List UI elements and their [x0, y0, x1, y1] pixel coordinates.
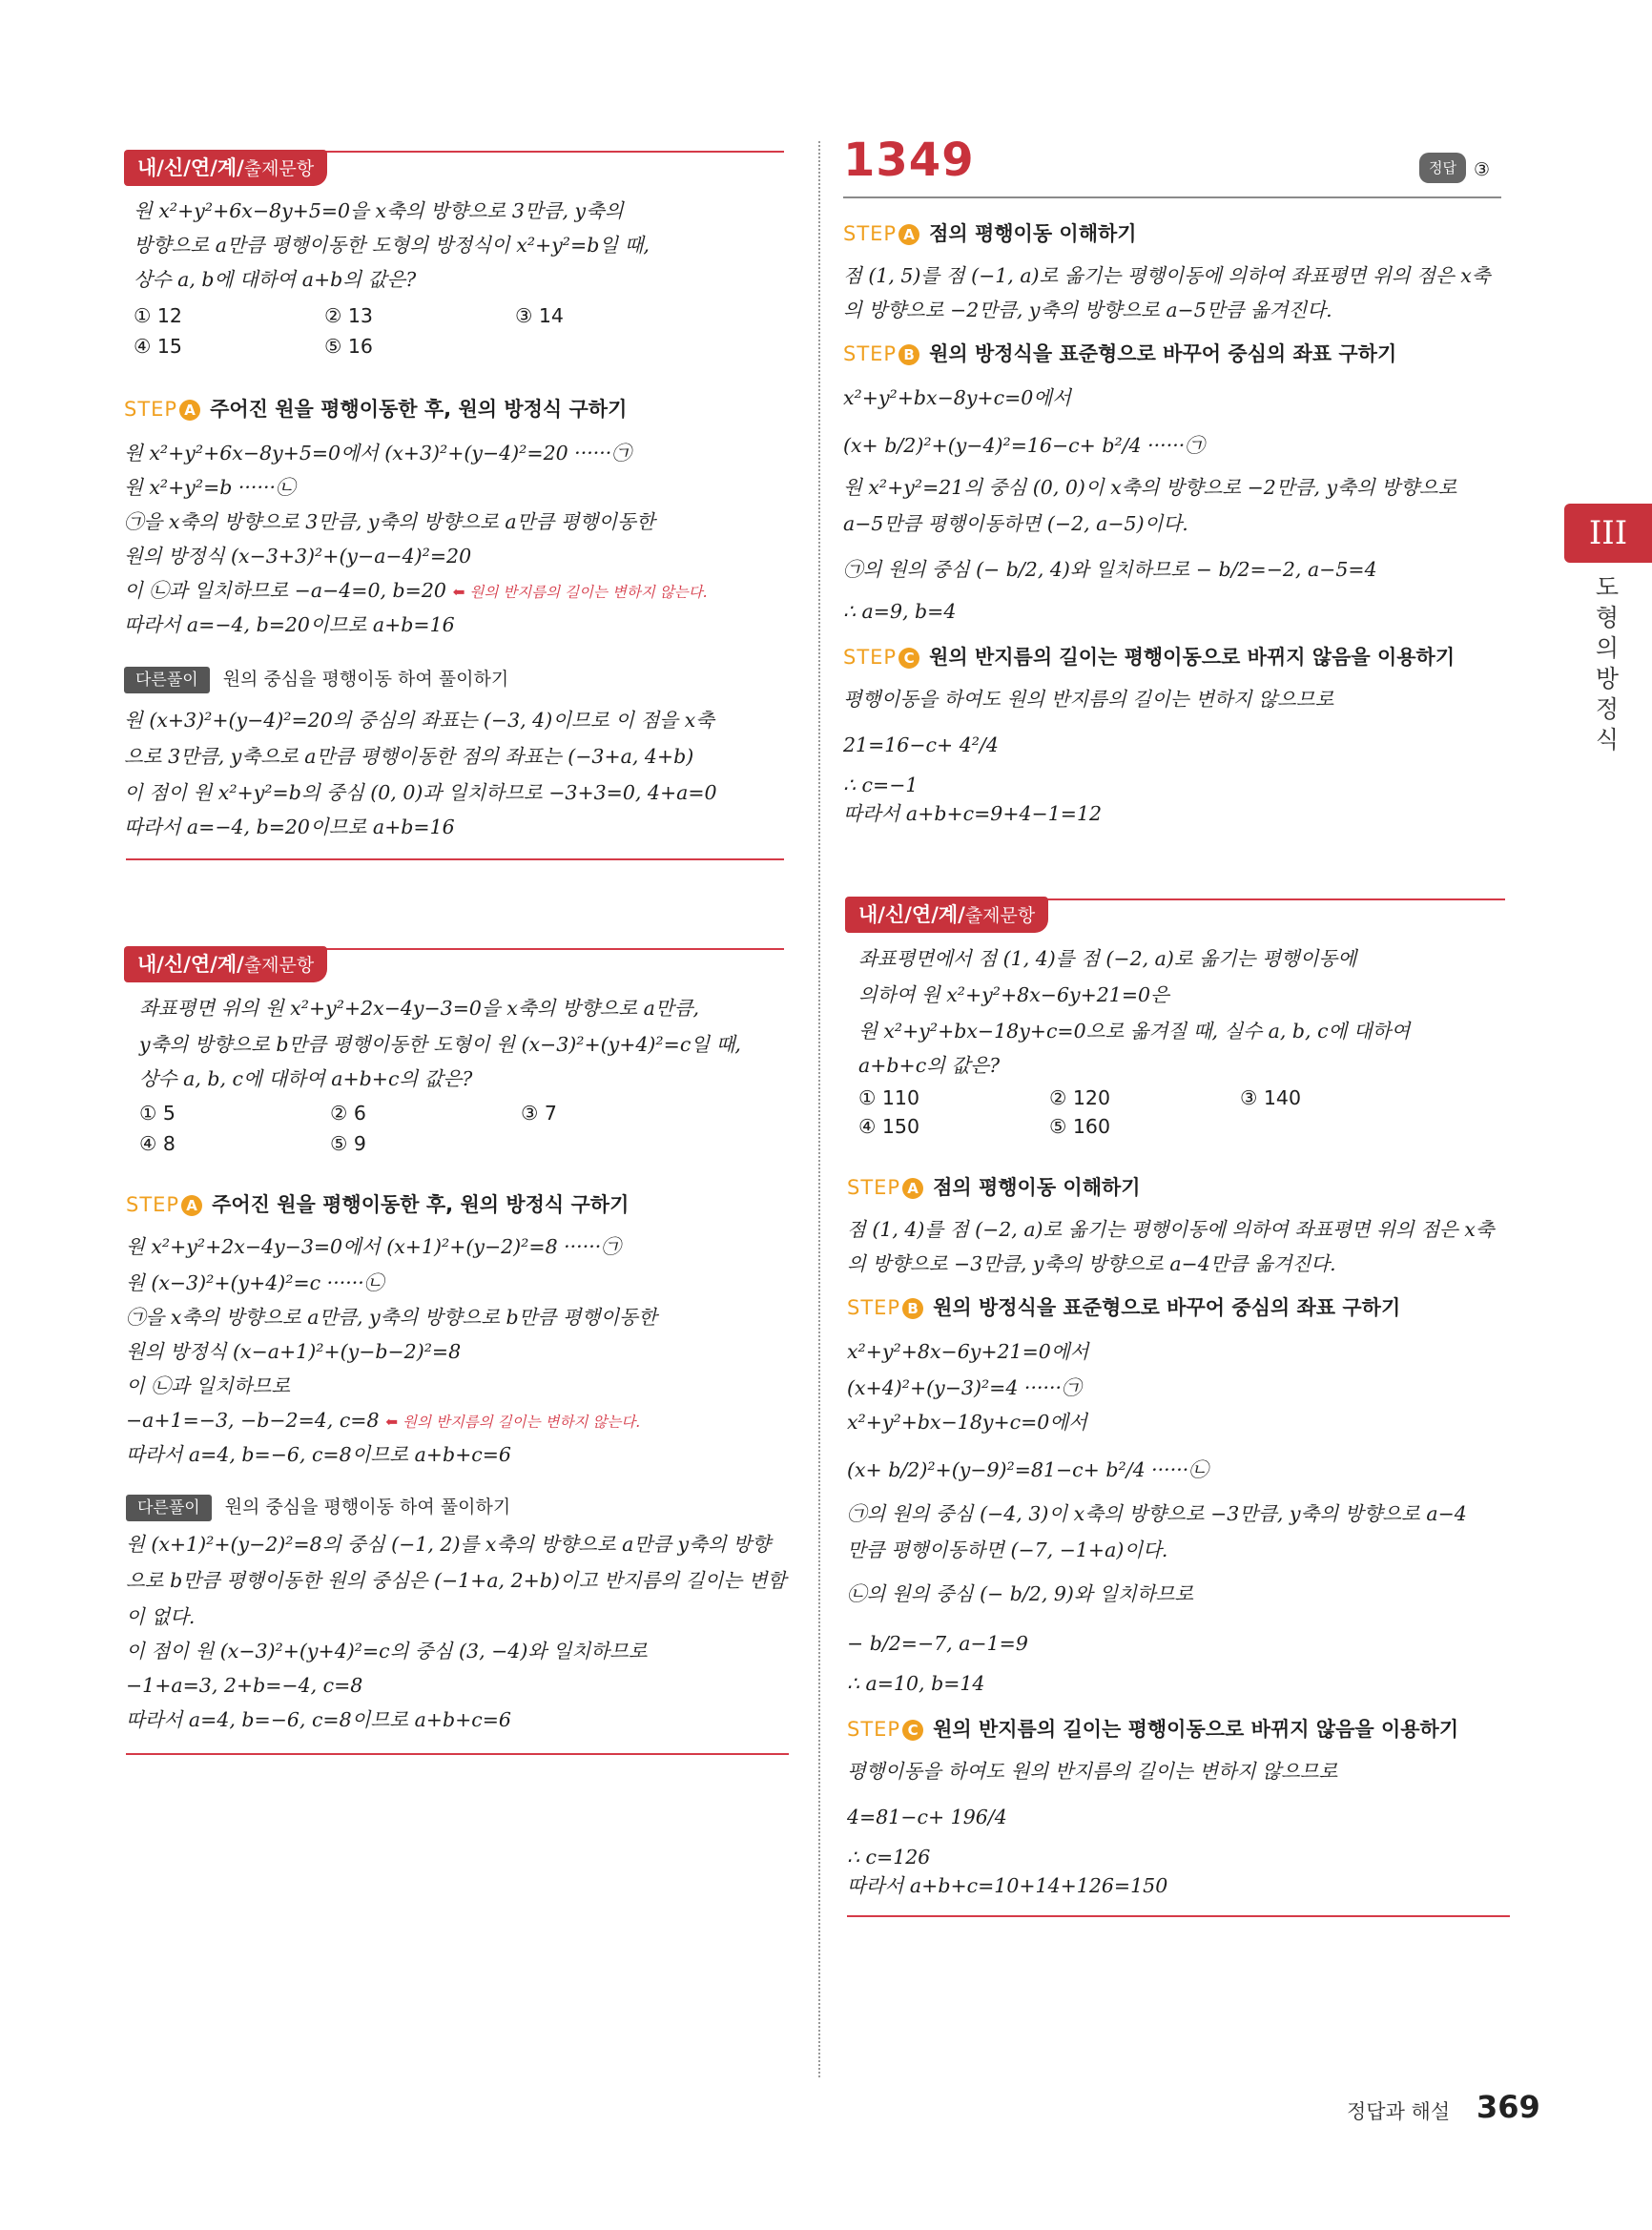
solution-line: (x+4)²+(y−3)²=4 ······㉠ [847, 1376, 1082, 1399]
step-title: 원의 반지름의 길이는 평행이동으로 바뀌지 않음을 이용하기 [933, 1718, 1459, 1741]
problem-number: 1349 [843, 134, 975, 187]
solution-line: 이 ㉡과 일치하므로 [126, 1374, 291, 1397]
footer-label: 정답과 해설 [1347, 2100, 1451, 2123]
alt-line: 이 점이 원 x²+y²=b의 중심 (0, 0)과 일치하므로 −3+3=0, 4+a=0 [124, 781, 717, 804]
badge-label: 내/신/연/계/ [137, 953, 244, 976]
badge-sub-label: 출제문항 [243, 158, 315, 179]
step-title: 원의 방정식을 표준형으로 바꾸어 중심의 좌표 구하기 [929, 342, 1397, 365]
solution-line: ∴ c=−1 [843, 774, 919, 796]
choice: ② 120 [1049, 1086, 1111, 1109]
solution-line: ㉡의 원의 중심 (− b/2, 9)와 일치하므로 [847, 1582, 1194, 1605]
choice: ② 6 [330, 1102, 366, 1125]
chapter-title: 도형의 방정식 [1595, 573, 1620, 754]
alt-line: 이 점이 원 (x−3)²+(y+4)²=c의 중심 (3, −4)와 일치하므로 [126, 1640, 648, 1662]
solution-line: 4=81−c+ 196/4 [847, 1806, 1007, 1828]
alt-solution-heading [126, 1494, 510, 1521]
solution-line: 원 x²+y²+2x−4y−3=0에서 (x+1)²+(y−2)²=8 ······㉠ [126, 1235, 621, 1258]
step-letter-badge: C [902, 1720, 923, 1741]
column-divider [818, 141, 820, 2077]
solution-line: 점 (1, 5)를 점 (−1, a)로 옮기는 평행이동에 의하여 좌표평면 위의 점은 x축 [843, 264, 1491, 287]
choice: ④ 8 [139, 1132, 176, 1155]
step-title: 주어진 원을 평행이동한 후, 원의 방정식 구하기 [210, 398, 628, 421]
solution-line [124, 576, 708, 607]
solution-line: 따라서 a+b+c=10+14+126=150 [847, 1874, 1168, 1897]
answer-value: ③ [1473, 159, 1491, 180]
step-tag: STEP [847, 1718, 901, 1741]
question-line: 방향으로 a만큼 평행이동한 도형의 방정식이 x²+y²=b일 때, [134, 234, 650, 257]
alt-line: 으로 3만큼, y축으로 a만큼 평행이동한 점의 좌표는 (−3+a, 4+b) [124, 745, 694, 768]
step-tag: STEP [124, 398, 178, 421]
alt-solution-title: 원의 중심을 평행이동 하여 풀이하기 [224, 1497, 511, 1518]
alt-solution-title: 원의 중심을 평행이동 하여 풀이하기 [222, 669, 509, 690]
solution-line: a−5만큼 평행이동하면 (−2, a−5)이다. [843, 512, 1188, 535]
step-c-heading [843, 643, 1455, 671]
solution-line: 원 x²+y²+6x−8y+5=0에서 (x+3)²+(y−4)²=20 ······㉠ [124, 442, 631, 465]
question-line: 상수 a, b, c에 대하여 a+b+c의 값은? [139, 1067, 473, 1090]
alt-solution-label: 다른풀이 [124, 667, 210, 693]
step-tag: STEP [843, 342, 898, 365]
question-line: 좌표평면에서 점 (1, 4)를 점 (−2, a)로 옮기는 평행이동에 [858, 947, 1357, 970]
alt-solution-label: 다른풀이 [126, 1495, 212, 1521]
badge-label: 내/신/연/계/ [858, 903, 965, 926]
naesin-badge [124, 150, 327, 186]
step-letter-badge: B [898, 344, 919, 365]
step-c-heading [847, 1715, 1458, 1744]
alt-line: 으로 b만큼 평행이동한 원의 중심은 (−1+a, 2+b)이고 반지름의 길이는 변함 [126, 1569, 787, 1592]
answer-indicator [1419, 153, 1490, 184]
alt-line: 따라서 a=4, b=−6, c=8이므로 a+b+c=6 [126, 1708, 511, 1731]
solution-line: 의 방향으로 −3만큼, y축의 방향으로 a−4만큼 옮겨진다. [847, 1252, 1336, 1275]
naesin-badge [845, 897, 1048, 933]
step-title: 원의 방정식을 표준형으로 바꾸어 중심의 좌표 구하기 [933, 1296, 1401, 1319]
step-tag: STEP [843, 646, 898, 669]
section-bottom-rule [847, 1915, 1510, 1917]
solution-line: 의 방향으로 −2만큼, y축의 방향으로 a−5만큼 옮겨진다. [843, 299, 1332, 321]
solution-line: 따라서 a=−4, b=20이므로 a+b=16 [124, 613, 455, 636]
step-letter-badge: B [902, 1298, 923, 1319]
solution-line: x²+y²+8x−6y+21=0에서 [847, 1340, 1089, 1363]
step-title: 점의 평행이동 이해하기 [933, 1176, 1141, 1199]
solution-line: 원의 방정식 (x−a+1)²+(y−b−2)²=8 [126, 1340, 462, 1363]
choice: ③ 7 [521, 1102, 557, 1125]
question-line: a+b+c의 값은? [858, 1054, 1001, 1077]
question-line: y축의 방향으로 b만큼 평행이동한 도형이 원 (x−3)²+(y+4)²=c일 때, [139, 1033, 741, 1056]
solution-line: 따라서 a=4, b=−6, c=8이므로 a+b+c=6 [126, 1443, 511, 1466]
step-letter-badge: A [181, 1195, 202, 1216]
alt-line: 원 (x+1)²+(y−2)²=8의 중심 (−1, 2)를 x축의 방향으로 a만큼 y축의 방향 [126, 1533, 771, 1556]
step-b-heading [847, 1293, 1400, 1322]
badge-sub-label: 출제문항 [243, 955, 315, 976]
choice: ④ 15 [134, 335, 182, 358]
choice: ⑤ 9 [330, 1132, 366, 1155]
step-tag: STEP [847, 1176, 901, 1199]
solution-line: ㉠을 x축의 방향으로 a만큼, y축의 방향으로 b만큼 평행이동한 [126, 1306, 657, 1329]
question-line: 원 x²+y²+bx−18y+c=0으로 옮겨질 때, 실수 a, b, c에 대하여 [858, 1020, 1411, 1043]
alt-solution-heading [124, 666, 508, 693]
solution-line: (x+ b/2)²+(y−9)²=81−c+ b²/4 ······㉡ [847, 1458, 1208, 1481]
solution-line: 만큼 평행이동하면 (−7, −1+a)이다. [847, 1538, 1168, 1561]
solution-line: 평행이동을 하여도 원의 반지름의 길이는 변하지 않으므로 [843, 688, 1334, 711]
choice: ④ 150 [858, 1115, 920, 1138]
solution-line: ∴ a=9, b=4 [843, 600, 957, 623]
step-title: 주어진 원을 평행이동한 후, 원의 방정식 구하기 [212, 1193, 630, 1216]
step-letter-badge: A [179, 400, 200, 421]
chapter-tab: III [1564, 504, 1652, 563]
header-rule [843, 196, 1501, 198]
section-bottom-rule [126, 858, 784, 860]
step-letter-badge: A [898, 224, 919, 245]
solution-line: ㉠의 원의 중심 (− b/2, 4)와 일치하므로 − b/2=−2, a−5=4 [843, 558, 1377, 581]
question-line: 원 x²+y²+6x−8y+5=0을 x축의 방향으로 3만큼, y축의 [134, 199, 624, 222]
solution-line: 평행이동을 하여도 원의 반지름의 길이는 변하지 않으므로 [847, 1760, 1338, 1783]
page-number: 369 [1476, 2089, 1540, 2125]
solution-line: x²+y²+bx−8y+c=0에서 [843, 386, 1071, 409]
solution-line: ∴ c=126 [847, 1846, 931, 1869]
solution-line [126, 1406, 640, 1436]
solution-line: x²+y²+bx−18y+c=0에서 [847, 1411, 1087, 1434]
choice: ① 12 [134, 304, 182, 327]
choice: ⑤ 16 [324, 335, 373, 358]
solution-text: −a+1=−3, −b−2=4, c=8 [126, 1409, 380, 1432]
solution-line: 원 x²+y²=b ······㉡ [124, 476, 296, 499]
answer-label: 정답 [1419, 153, 1466, 183]
solution-line: 21=16−c+ 4²/4 [843, 733, 999, 756]
badge-sub-label: 출제문항 [964, 905, 1036, 926]
margin-note: ⬅ 원의 반지름의 길이는 변하지 않는다. [452, 584, 708, 601]
section-bottom-rule [126, 1753, 789, 1755]
choice: ② 13 [324, 304, 373, 327]
solution-line: ㉠의 원의 중심 (−4, 3)이 x축의 방향으로 −3만큼, y축의 방향으로 a−4 [847, 1502, 1467, 1525]
margin-note: ⬅ 원의 반지름의 길이는 변하지 않는다. [385, 1414, 641, 1431]
step-tag: STEP [126, 1193, 180, 1216]
alt-line: 원 (x+3)²+(y−4)²=20의 중심의 좌표는 (−3, 4)이므로 이 점을 x축 [124, 709, 714, 732]
solution-line: 원 (x−3)²+(y+4)²=c ······㉡ [126, 1271, 384, 1294]
step-a-heading [847, 1173, 1141, 1202]
solution-line: 원 x²+y²=21의 중심 (0, 0)이 x축의 방향으로 −2만큼, y축의 방향으로 [843, 476, 1457, 499]
solution-line: (x+ b/2)²+(y−4)²=16−c+ b²/4 ······㉠ [843, 434, 1205, 457]
choice: ③ 14 [515, 304, 564, 327]
step-a-heading [843, 219, 1137, 248]
step-a-heading [126, 1190, 629, 1219]
question-line: 상수 a, b에 대하여 a+b의 값은? [134, 268, 417, 291]
question-line: 의하여 원 x²+y²+8x−6y+21=0은 [858, 983, 1169, 1006]
solution-line: − b/2=−7, a−1=9 [847, 1632, 1028, 1655]
solution-text: 이 ㉡과 일치하므로 −a−4=0, b=20 [124, 579, 446, 602]
solution-line: 점 (1, 4)를 점 (−2, a)로 옮기는 평행이동에 의하여 좌표평면 위의 점은 x축 [847, 1218, 1495, 1241]
solution-line: 따라서 a+b+c=9+4−1=12 [843, 802, 1103, 825]
badge-label: 내/신/연/계/ [137, 156, 244, 179]
choice: ① 5 [139, 1102, 176, 1125]
alt-line: 따라서 a=−4, b=20이므로 a+b=16 [124, 816, 455, 838]
choice: ⑤ 160 [1049, 1115, 1111, 1138]
step-title: 점의 평행이동 이해하기 [929, 222, 1137, 245]
question-line: 좌표평면 위의 원 x²+y²+2x−4y−3=0을 x축의 방향으로 a만큼, [139, 997, 700, 1020]
step-letter-badge: C [898, 648, 919, 669]
step-tag: STEP [847, 1296, 901, 1319]
solution-line: ∴ a=10, b=14 [847, 1672, 985, 1695]
solution-line: ㉠을 x축의 방향으로 3만큼, y축의 방향으로 a만큼 평행이동한 [124, 510, 655, 533]
step-letter-badge: A [902, 1178, 923, 1199]
naesin-badge [124, 946, 327, 982]
alt-line: −1+a=3, 2+b=−4, c=8 [126, 1674, 363, 1697]
solution-line: 원의 방정식 (x−3+3)²+(y−a−4)²=20 [124, 545, 472, 568]
step-a-heading [124, 395, 627, 423]
alt-line: 이 없다. [126, 1605, 196, 1628]
choice: ① 110 [858, 1086, 920, 1109]
step-title: 원의 반지름의 길이는 평행이동으로 바뀌지 않음을 이용하기 [929, 646, 1456, 669]
step-tag: STEP [843, 222, 898, 245]
step-b-heading [843, 340, 1396, 368]
choice: ③ 140 [1240, 1086, 1302, 1109]
